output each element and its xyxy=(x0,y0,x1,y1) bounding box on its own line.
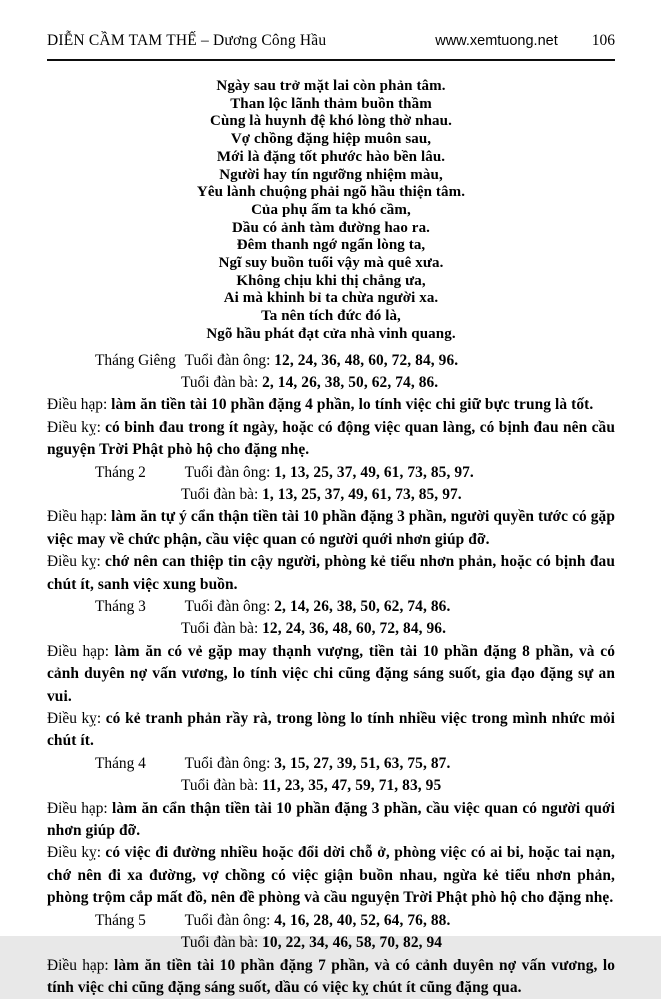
men-ages: 2, 14, 26, 38, 50, 62, 74, 86. xyxy=(274,598,451,616)
month-section-3 xyxy=(47,596,615,753)
favorable-paragraph xyxy=(47,506,615,551)
men-ages-label: Tuổi đàn ông: xyxy=(184,598,271,616)
poem xyxy=(47,78,615,344)
women-ages: 10, 22, 34, 46, 58, 70, 82, 94 xyxy=(262,934,443,952)
month-section-2 xyxy=(47,462,615,596)
favorable-label: Điều hạp: xyxy=(47,799,108,817)
book-title: DIỄN CẦM TAM THẾ – Dương Công Hầu xyxy=(47,32,327,49)
month-heading xyxy=(47,462,615,484)
month-heading xyxy=(47,350,615,372)
taboo-text: có kẻ tranh phản rầy rà, trong lòng lo tính nhiều việc trong mình nhức mỏi chút ít. xyxy=(47,710,616,750)
men-ages: 4, 16, 28, 40, 52, 64, 76, 88. xyxy=(274,911,451,929)
poem-line: Đêm thanh ngớ ngẩn lòng ta, xyxy=(236,237,426,254)
men-ages: 12, 24, 36, 48, 60, 72, 84, 96. xyxy=(274,351,459,369)
taboo-paragraph xyxy=(47,417,615,462)
women-ages-row xyxy=(47,484,615,506)
poem-line: Cùng là huynh đệ khó lòng thờ nhau. xyxy=(210,113,452,130)
month-heading xyxy=(47,753,615,775)
month-section-4 xyxy=(47,753,615,910)
men-ages-label: Tuổi đàn ông: xyxy=(184,351,271,369)
month-name: Tháng 3 xyxy=(95,598,146,616)
month-section-gieng xyxy=(47,350,615,462)
taboo-paragraph xyxy=(47,842,615,909)
men-ages-label: Tuổi đàn ông: xyxy=(184,463,271,481)
poem-line: Ngĩ suy buồn tuổi vậy mà quê xưa. xyxy=(218,255,444,272)
women-ages-label: Tuổi đàn bà: xyxy=(181,373,259,391)
page-number: 106 xyxy=(591,32,615,49)
favorable-paragraph xyxy=(47,394,615,416)
women-ages: 12, 24, 36, 48, 60, 72, 84, 96. xyxy=(262,620,447,638)
women-ages-row xyxy=(47,372,615,394)
taboo-label: Điều kỵ: xyxy=(47,418,101,436)
poem-line: Của phụ ấm ta khó cầm, xyxy=(251,201,411,218)
favorable-paragraph xyxy=(47,955,615,999)
month-name: Tháng Giêng xyxy=(95,351,176,369)
poem-line: Ngày sau trở mặt lai còn phản tâm. xyxy=(216,78,446,94)
favorable-paragraph xyxy=(47,798,615,843)
men-ages: 1, 13, 25, 37, 49, 61, 73, 85, 97. xyxy=(274,463,474,481)
month-heading xyxy=(47,596,615,618)
page-header xyxy=(47,32,615,61)
women-ages: 2, 14, 26, 38, 50, 62, 74, 86. xyxy=(262,373,439,391)
poem-line: Ai mà khinh bỉ ta chừa người xa. xyxy=(223,290,439,307)
men-ages-label: Tuổi đàn ông: xyxy=(184,911,271,929)
favorable-label: Điều hạp: xyxy=(47,956,109,974)
poem-line: Than lộc lãnh thảm buồn thầm xyxy=(230,95,432,112)
favorable-label: Điều hạp: xyxy=(47,642,109,660)
website-url: www.xemtuong.net xyxy=(435,33,558,49)
poem-line: Yêu lành chuộng phải ngõ hầu thiện tâm. xyxy=(196,184,466,201)
women-ages: 1, 13, 25, 37, 49, 61, 73, 85, 97. xyxy=(262,485,462,503)
poem-line: Dầu có ảnh tàm đường hao ra. xyxy=(231,219,431,236)
favorable-label: Điều hạp: xyxy=(47,508,108,526)
taboo-text: có việc đi đường nhiều hoặc đổi dời chỗ ở, phòng việc có ai bi, hoặc tai nạn, chớ nên đi xa đường, vợ chồng có việc giận buồn nhau, ngừa kẻ tiểu nhơn phản, phòng trộm cắp mất đồ, nên đề phòng và cầu nguyện Trời Phật phò hộ cho đặng nhẹ. xyxy=(47,844,615,907)
month-section-5 xyxy=(47,910,615,999)
men-ages-label: Tuổi đàn ông: xyxy=(184,754,271,772)
taboo-label: Điều kỵ: xyxy=(47,844,101,862)
men-ages: 3, 15, 27, 39, 51, 63, 75, 87. xyxy=(274,754,451,772)
women-ages: 11, 23, 35, 47, 59, 71, 83, 95 xyxy=(262,777,442,795)
women-ages-label: Tuổi đàn bà: xyxy=(181,485,259,503)
taboo-paragraph xyxy=(47,551,615,596)
taboo-label: Điều kỵ: xyxy=(47,553,101,571)
taboo-text: chớ nên can thiệp tin cậy người, phòng kẻ tiểu nhơn phản, hoặc có bịnh đau chút ít, sanh việc xung buồn. xyxy=(47,553,616,593)
month-name: Tháng 4 xyxy=(95,754,146,772)
women-ages-row xyxy=(47,618,615,640)
favorable-text: làm ăn tiền tài 10 phần đặng 7 phần, và có cảnh duyên nợ vấn vương, lo tính việc chi cũng đặng sáng suốt, dầu có việc kỵ chút ít cũng đặng qua. xyxy=(47,956,616,996)
favorable-text: làm ăn tự ý cẩn thận tiền tài 10 phần đặng 3 phần, người quyền tước có gặp việc may về chức phận, cầu việc quan có người quới nhơn giúp đỡ. xyxy=(47,508,615,548)
favorable-text: làm ăn tiền tài 10 phần đặng 4 phần, lo tính việc chi giữ bực trung là tốt. xyxy=(111,396,594,414)
women-ages-label: Tuổi đàn bà: xyxy=(181,934,259,952)
favorable-text: làm ăn cẩn thận tiền tài 10 phần đặng 3 phần, cầu việc quan có người quới nhơn giúp đỡ. xyxy=(47,799,615,840)
favorable-text: làm ăn có vẻ gặp may thạnh vượng, tiền tài 10 phần đặng 8 phần, và có cảnh duyên nợ vấn vương, lo tính việc chi cũng đặng sáng suốt, gia đạo đặng sự an vui. xyxy=(47,642,615,705)
poem-line: Vợ chồng đặng hiệp muôn sau, xyxy=(230,131,432,148)
poem-line: Ngõ hầu phát đạt cửa nhà vinh quang. xyxy=(206,325,456,342)
favorable-paragraph xyxy=(47,641,615,708)
taboo-label: Điều kỵ: xyxy=(47,710,102,728)
month-name: Tháng 5 xyxy=(95,911,146,929)
favorable-label: Điều hạp: xyxy=(47,396,108,414)
women-ages-label: Tuổi đàn bà: xyxy=(181,777,259,795)
women-ages-label: Tuổi đàn bà: xyxy=(181,620,259,638)
poem-line: Ta nên tích đức đó là, xyxy=(261,308,401,325)
header-right xyxy=(435,32,615,50)
month-heading xyxy=(47,910,615,932)
taboo-text: có binh đau trong ít ngày, hoặc có động việc quan làng, có bịnh đau nên cầu nguyện Trời Phật phò hộ cho đặng nhẹ. xyxy=(47,418,615,459)
months-list xyxy=(47,350,615,999)
poem-line: Người hay tín ngưỡng nhiệm màu, xyxy=(219,166,443,183)
poem-line: Không chịu khi thị chẳng ưa, xyxy=(236,272,426,289)
taboo-paragraph xyxy=(47,708,615,753)
women-ages-row xyxy=(47,932,615,954)
women-ages-row xyxy=(47,775,615,797)
month-name: Tháng 2 xyxy=(95,463,146,481)
poem-line: Mới là đặng tốt phước hào bền lâu. xyxy=(216,148,446,165)
